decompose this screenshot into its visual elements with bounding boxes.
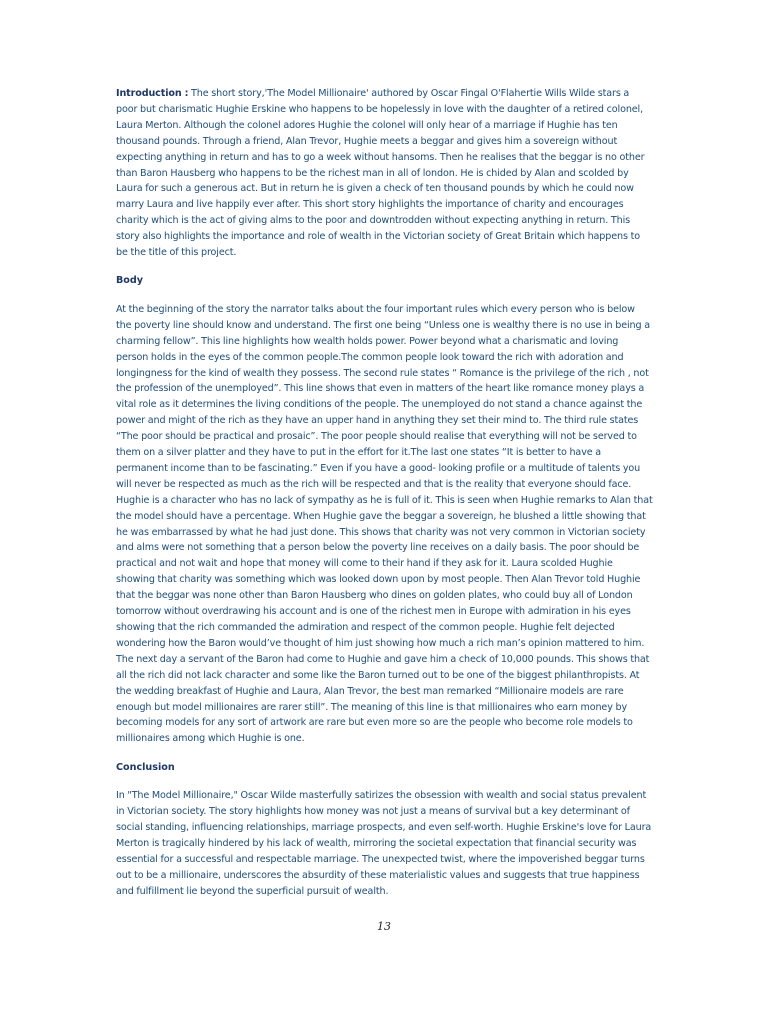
conclusion-paragraph: In "The Model Millionaire," Oscar Wilde masterfully satirizes the obsession with wealth and social status prevalent in Victorian society. The story highlights how money was not just a means of survival but a key determinant of social standing, influencing relationships, marriage prospects, and even self-worth. Hughie Erskine's love for Laura Merton is tragically hindered by his lack of wealth, mirroring the societal expectation that financial security was essential for a successful and respectable marriage. The unexpected twist, where the impoverished beggar turns out to be a millionaire, underscores the absurdity of these materialistic values and suggests that true happiness and fulfillment lie beyond the superficial pursuit of wealth. — [116, 790, 652, 897]
introduction-heading: Introduction : — [116, 88, 189, 99]
page-number: 13 — [377, 920, 391, 933]
body-heading: Body — [116, 275, 144, 287]
conclusion-heading: Conclusion — [116, 761, 175, 773]
introduction-text: The short story,'The Model Millionaire' authored by Oscar Fingal O'Flahertie Wills Wilde stars a poor but charismatic Hughie Erskine who happens to be hopelessly in love with the daughter of a retired colonel, Laura Merton. Although the colonel adores Hughie the colonel will only hear of a marriage if Hughie has ten thousand pounds. Through a friend, Alan Trevor, Hughie meets a beggar and gives him a sovereign without expecting anything in return and has to go a week without hansoms. Then he realises that the beggar is no other than Baron Hausberg who happens to be the richest man in all of london. He is chided by Alan and scolded by Laura for such a generous act. But in return he is given a check of ten thousand pounds by which he could now marry Laura and live happily ever after. This short story highlights the importance of charity and encourages charity which is the act of giving alms to the poor and downtrodden without expecting anything in return. This story also highlights the importance and role of wealth in the Victorian society of Great Britain which happens to be the title of this project. — [116, 88, 645, 259]
body-paragraph: At the beginning of the story the narrator talks about the four important rules which every person who is below the poverty line should know and understand. The first one being “Unless one is wealthy there is no use in being a charming fellow”. This line highlights how wealth holds power. Power beyond what a charismatic and loving person holds in the eyes of the common people.The common people look toward the rich with adoration and longingness for the kind of wealth they possess. The second rule states “ Romance is the privilege of the rich , not the profession of the unemployed”. This line shows that even in matters of the heart like romance money plays a vital role as it determines the living conditions of the people. The unemployed do not stand a chance against the power and might of the rich as they have an upper hand in anything they set their mind to. The third rule states “The poor should be practical and prosaic”. The poor people should realise that everything will not be served to them on a silver platter and they have to put in the effort for it.The last one states “It is better to have a permanent income than to be fascinating.” Even if you have a good- looking profile or a multitude of talents you will never be respected as much as the rich will be respected and that is the reality that everyone should face. Hughie is a character who has no lack of sympathy as he is full of it. This is seen when Hughie remarks to Alan that the model should have a percentage. When Hughie gave the beggar a sovereign, he blushed a little showing that he was embarrassed by what he had just done. This shows that charity was not very common in Victorian society and alms were not something that a person below the poverty line receives on a daily basis. The poor should be practical and not wait and hope that money will come to their hand if they ask for it. Laura scolded Hughie showing that charity was something which was looked down upon by most people. Then Alan Trevor told Hughie that the beggar was none other than Baron Hausberg who dines on golden plates, who could buy all of London tomorrow without overdrawing his account and is one of the richest men in Europe with admiration in his eyes showing that the rich commanded the admiration and respect of the common people. Hughie felt dejected wondering how the Baron would’ve thought of him just showing how much a rich man’s opinion mattered to him. The next day a servant of the Baron had come to Hughie and gave him a check of 10,000 pounds. This shows that all the rich did not lack character and some like the Baron turned out to be one of the biggest philanthropists. At the wedding breakfast of Hughie and Laura, Alan Trevor, the best man remarked “Millionaire models are rare enough but model millionaires are rarer still”. The meaning of this line is that millionaires who earn money by becoming models for any sort of artwork are rare but even more so are the people who become role models to millionaires among which Hughie is one. — [116, 303, 653, 745]
introduction-paragraph — [116, 86, 653, 261]
document-page — [116, 86, 653, 900]
